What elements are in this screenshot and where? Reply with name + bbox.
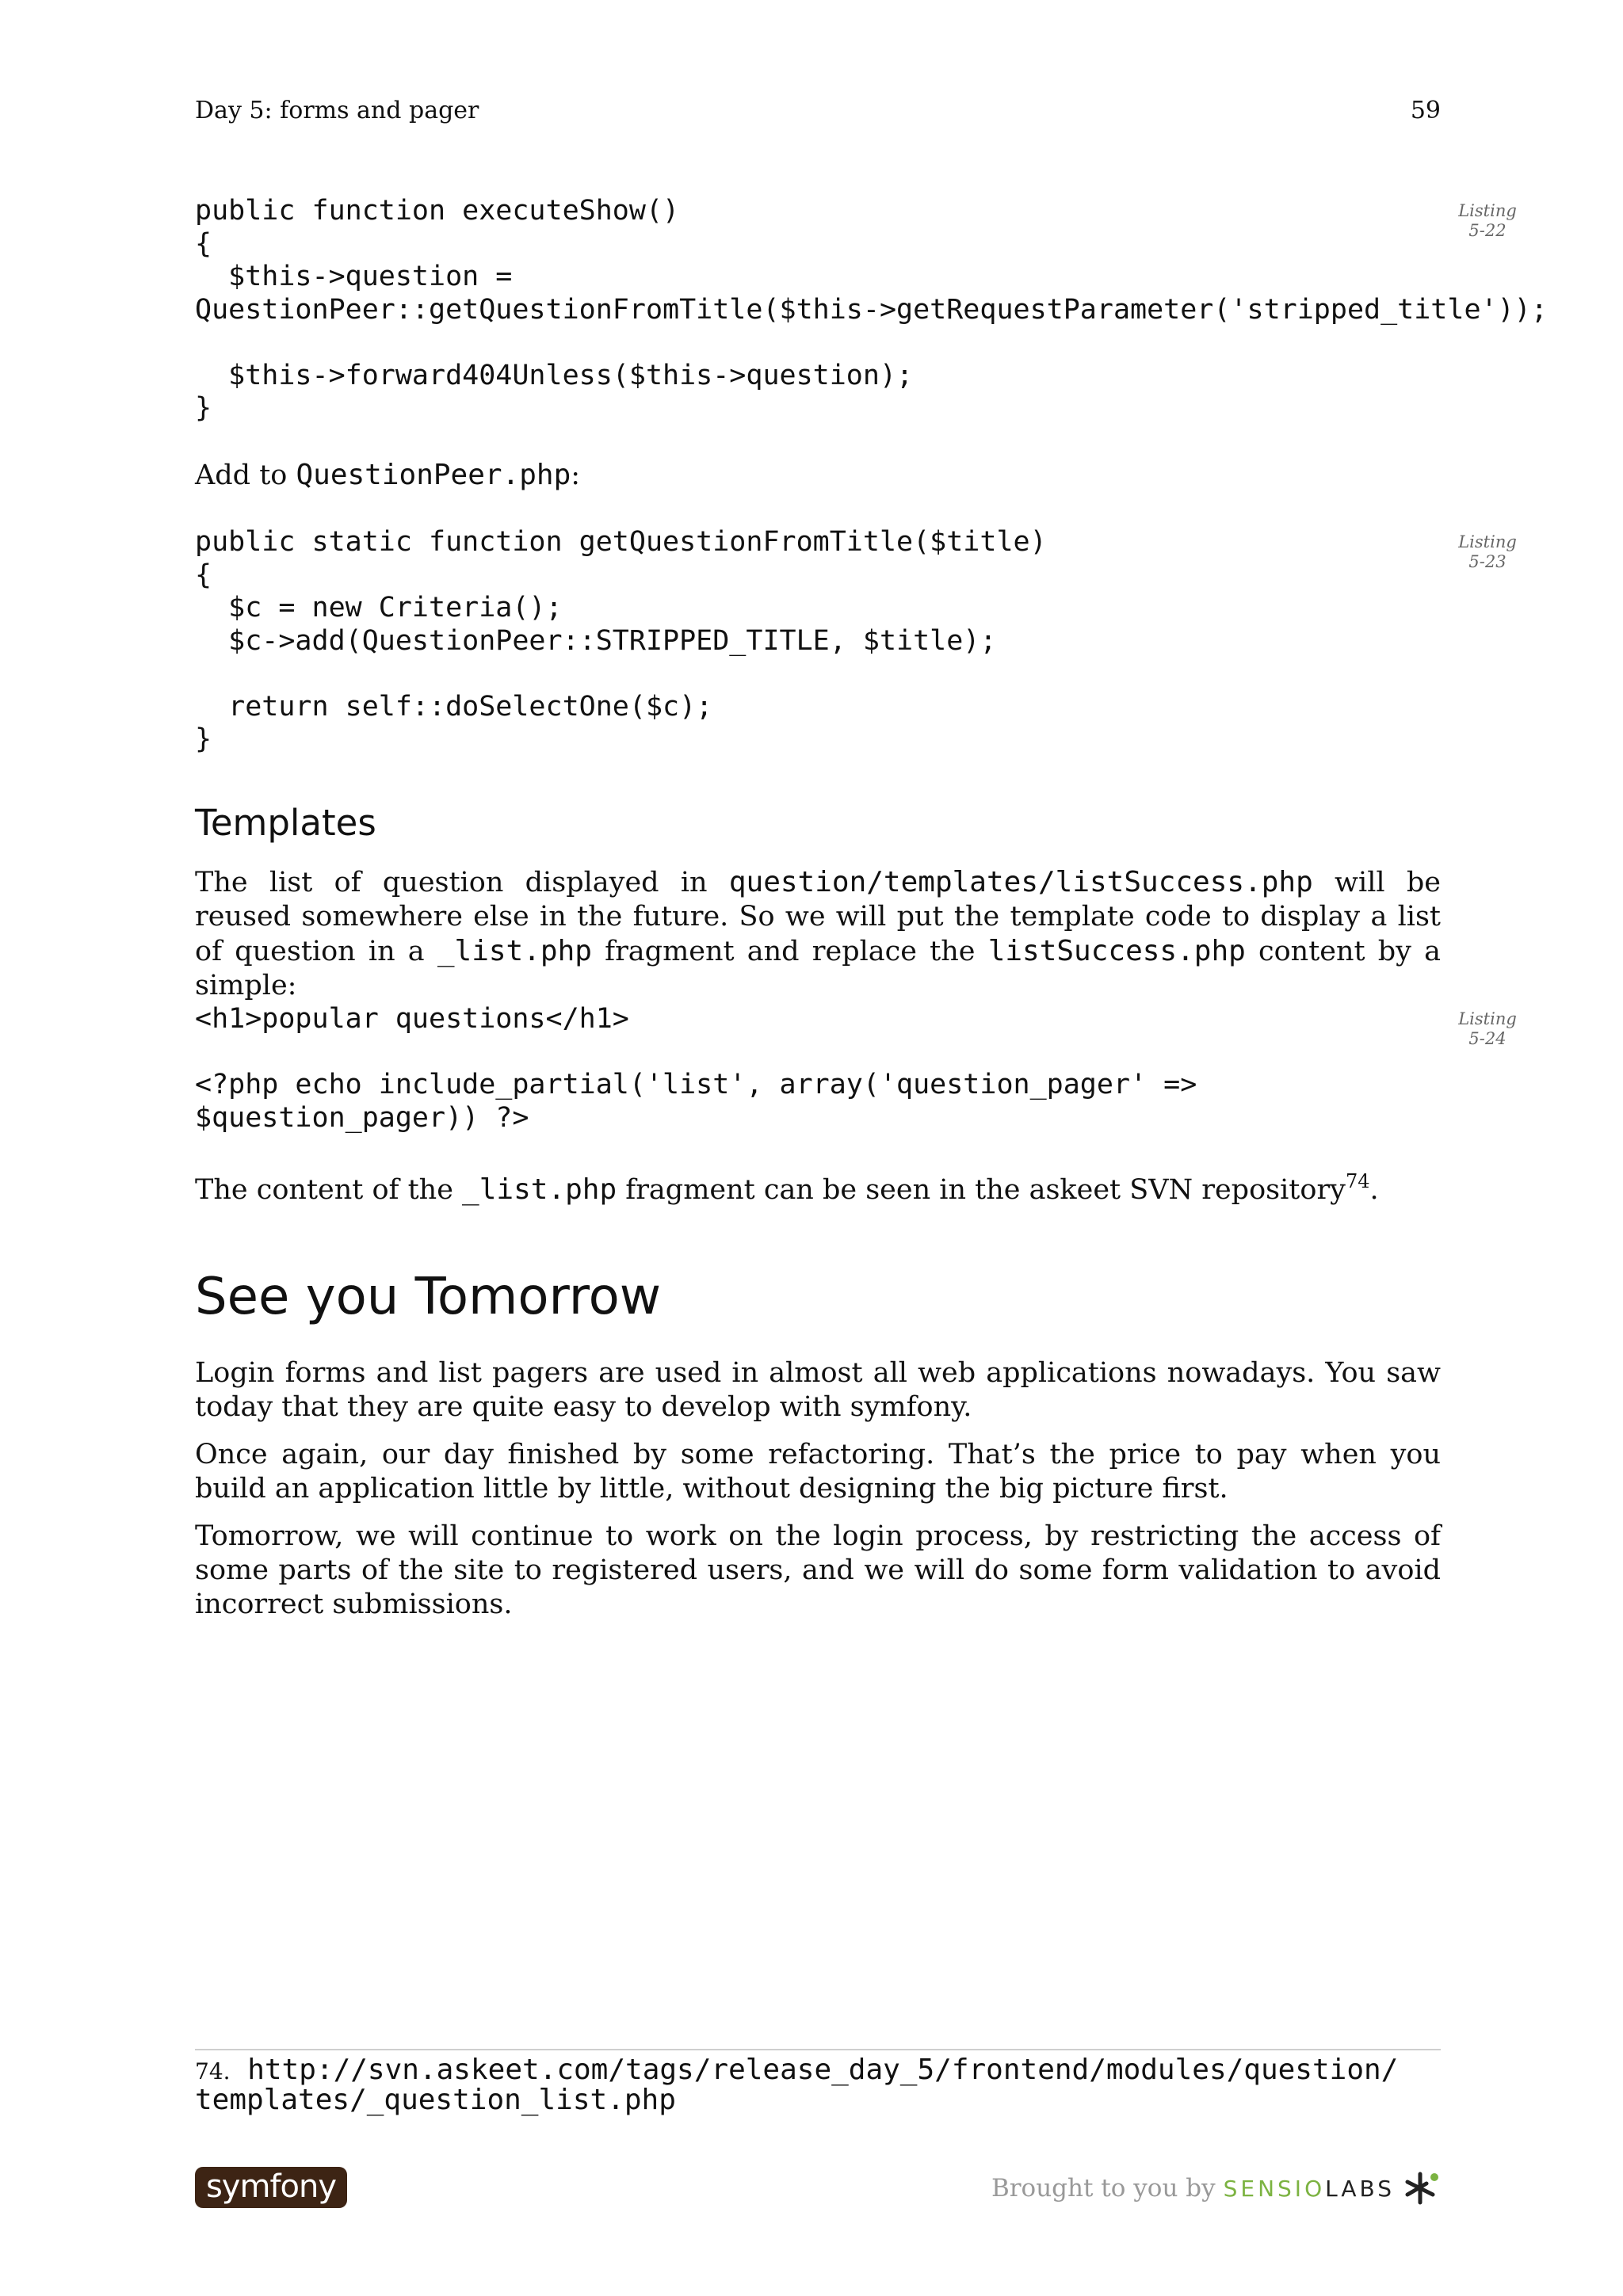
inline-code: QuestionPeer.php bbox=[296, 459, 571, 491]
text: : bbox=[571, 460, 581, 491]
inline-code: _list.php bbox=[437, 935, 592, 967]
footnote-divider bbox=[195, 2049, 1441, 2050]
footnote-url[interactable]: http://svn.askeet.com/tags/release_day_5/frontend/modules/question/ templates/_question_list.php bbox=[195, 2054, 1399, 2116]
inline-code: question/templates/listSuccess.php bbox=[728, 866, 1313, 898]
templates-paragraph-2 bbox=[195, 1170, 1441, 1207]
see-you-paragraph-1: Login forms and list pagers are used in almost all web applications nowadays. You saw today that they are quite easy to develop with symfony. bbox=[195, 1357, 1441, 1423]
text: The content of the bbox=[195, 1174, 463, 1206]
footnote-reference: 74 bbox=[1345, 1170, 1370, 1192]
listing-label-text: Listing bbox=[1458, 532, 1517, 551]
listing-number: 5-24 bbox=[1468, 1029, 1507, 1048]
listing-label-text: Listing bbox=[1458, 201, 1517, 220]
sensiolabs-star-icon bbox=[1403, 2169, 1441, 2207]
code-listing-5-24: <h1>popular questions</h1> <?php echo include_partial('list', array('question_pager' => $question_pager)) ?> bbox=[195, 1003, 1197, 1134]
labs-wordmark: LABS bbox=[1325, 2175, 1395, 2202]
see-you-paragraph-3: Tomorrow, we will continue to work on the login process, by restricting the access of some parts of the site to registered users, and we will do some form validation to avoid incorrect submissions. bbox=[195, 1520, 1441, 1620]
code-listing-5-22: public function executeShow() { $this->question = QuestionPeer::getQuestionFromTitle($this->getRequestParameter('stripped_title')); $this->forward404Unless($this->question); } bbox=[195, 195, 1548, 424]
section-heading-see-you-tomorrow: See you Tomorrow bbox=[195, 1268, 662, 1326]
listing-number: 5-22 bbox=[1468, 221, 1507, 240]
listing-label-5-24 bbox=[1452, 1009, 1523, 1049]
see-you-paragraph-2: Once again, our day finished by some refactoring. That’s the price to pay when you build an application little by little, without designing the big picture first. bbox=[195, 1439, 1441, 1505]
add-to-paragraph bbox=[195, 458, 1441, 493]
chapter-title: Day 5: forms and pager bbox=[195, 97, 479, 124]
brought-to-you-by bbox=[991, 2168, 1441, 2209]
inline-code: listSuccess.php bbox=[987, 935, 1246, 967]
text: content by a simple: bbox=[195, 936, 1441, 1001]
text: The list of question displayed in bbox=[195, 867, 729, 898]
footnote-74 bbox=[195, 2055, 1463, 2115]
code-listing-5-23: public static function getQuestionFromTitle($title) { $c = new Criteria(); $c->add(QuestionPeer::STRIPPED_TITLE, $title); return self::doSelectOne($c); } bbox=[195, 526, 1047, 755]
templates-paragraph-1 bbox=[195, 865, 1441, 1003]
text: . bbox=[1369, 1174, 1379, 1206]
text: will be reused somewhere else in the future. So we will put the template code to display a list of question in a bbox=[195, 867, 1441, 967]
listing-number: 5-23 bbox=[1468, 552, 1507, 571]
footnote-number: 74. bbox=[195, 2058, 231, 2084]
section-heading-templates: Templates bbox=[195, 802, 376, 844]
sensio-wordmark: SENSIO bbox=[1223, 2175, 1326, 2202]
text: Add to bbox=[195, 460, 296, 491]
brought-to-you-by-text: Brought to you by bbox=[991, 2174, 1216, 2203]
inline-code: _list.php bbox=[462, 1173, 617, 1206]
symfony-logo: symfony bbox=[195, 2167, 347, 2208]
running-header bbox=[195, 97, 1441, 132]
text: fragment and replace the bbox=[591, 936, 988, 967]
listing-label-text: Listing bbox=[1458, 1009, 1517, 1028]
listing-label-5-22 bbox=[1452, 201, 1523, 241]
page-number: 59 bbox=[1410, 97, 1441, 124]
text: fragment can be seen in the askeet SVN repository bbox=[617, 1174, 1346, 1206]
listing-label-5-23 bbox=[1452, 532, 1523, 572]
